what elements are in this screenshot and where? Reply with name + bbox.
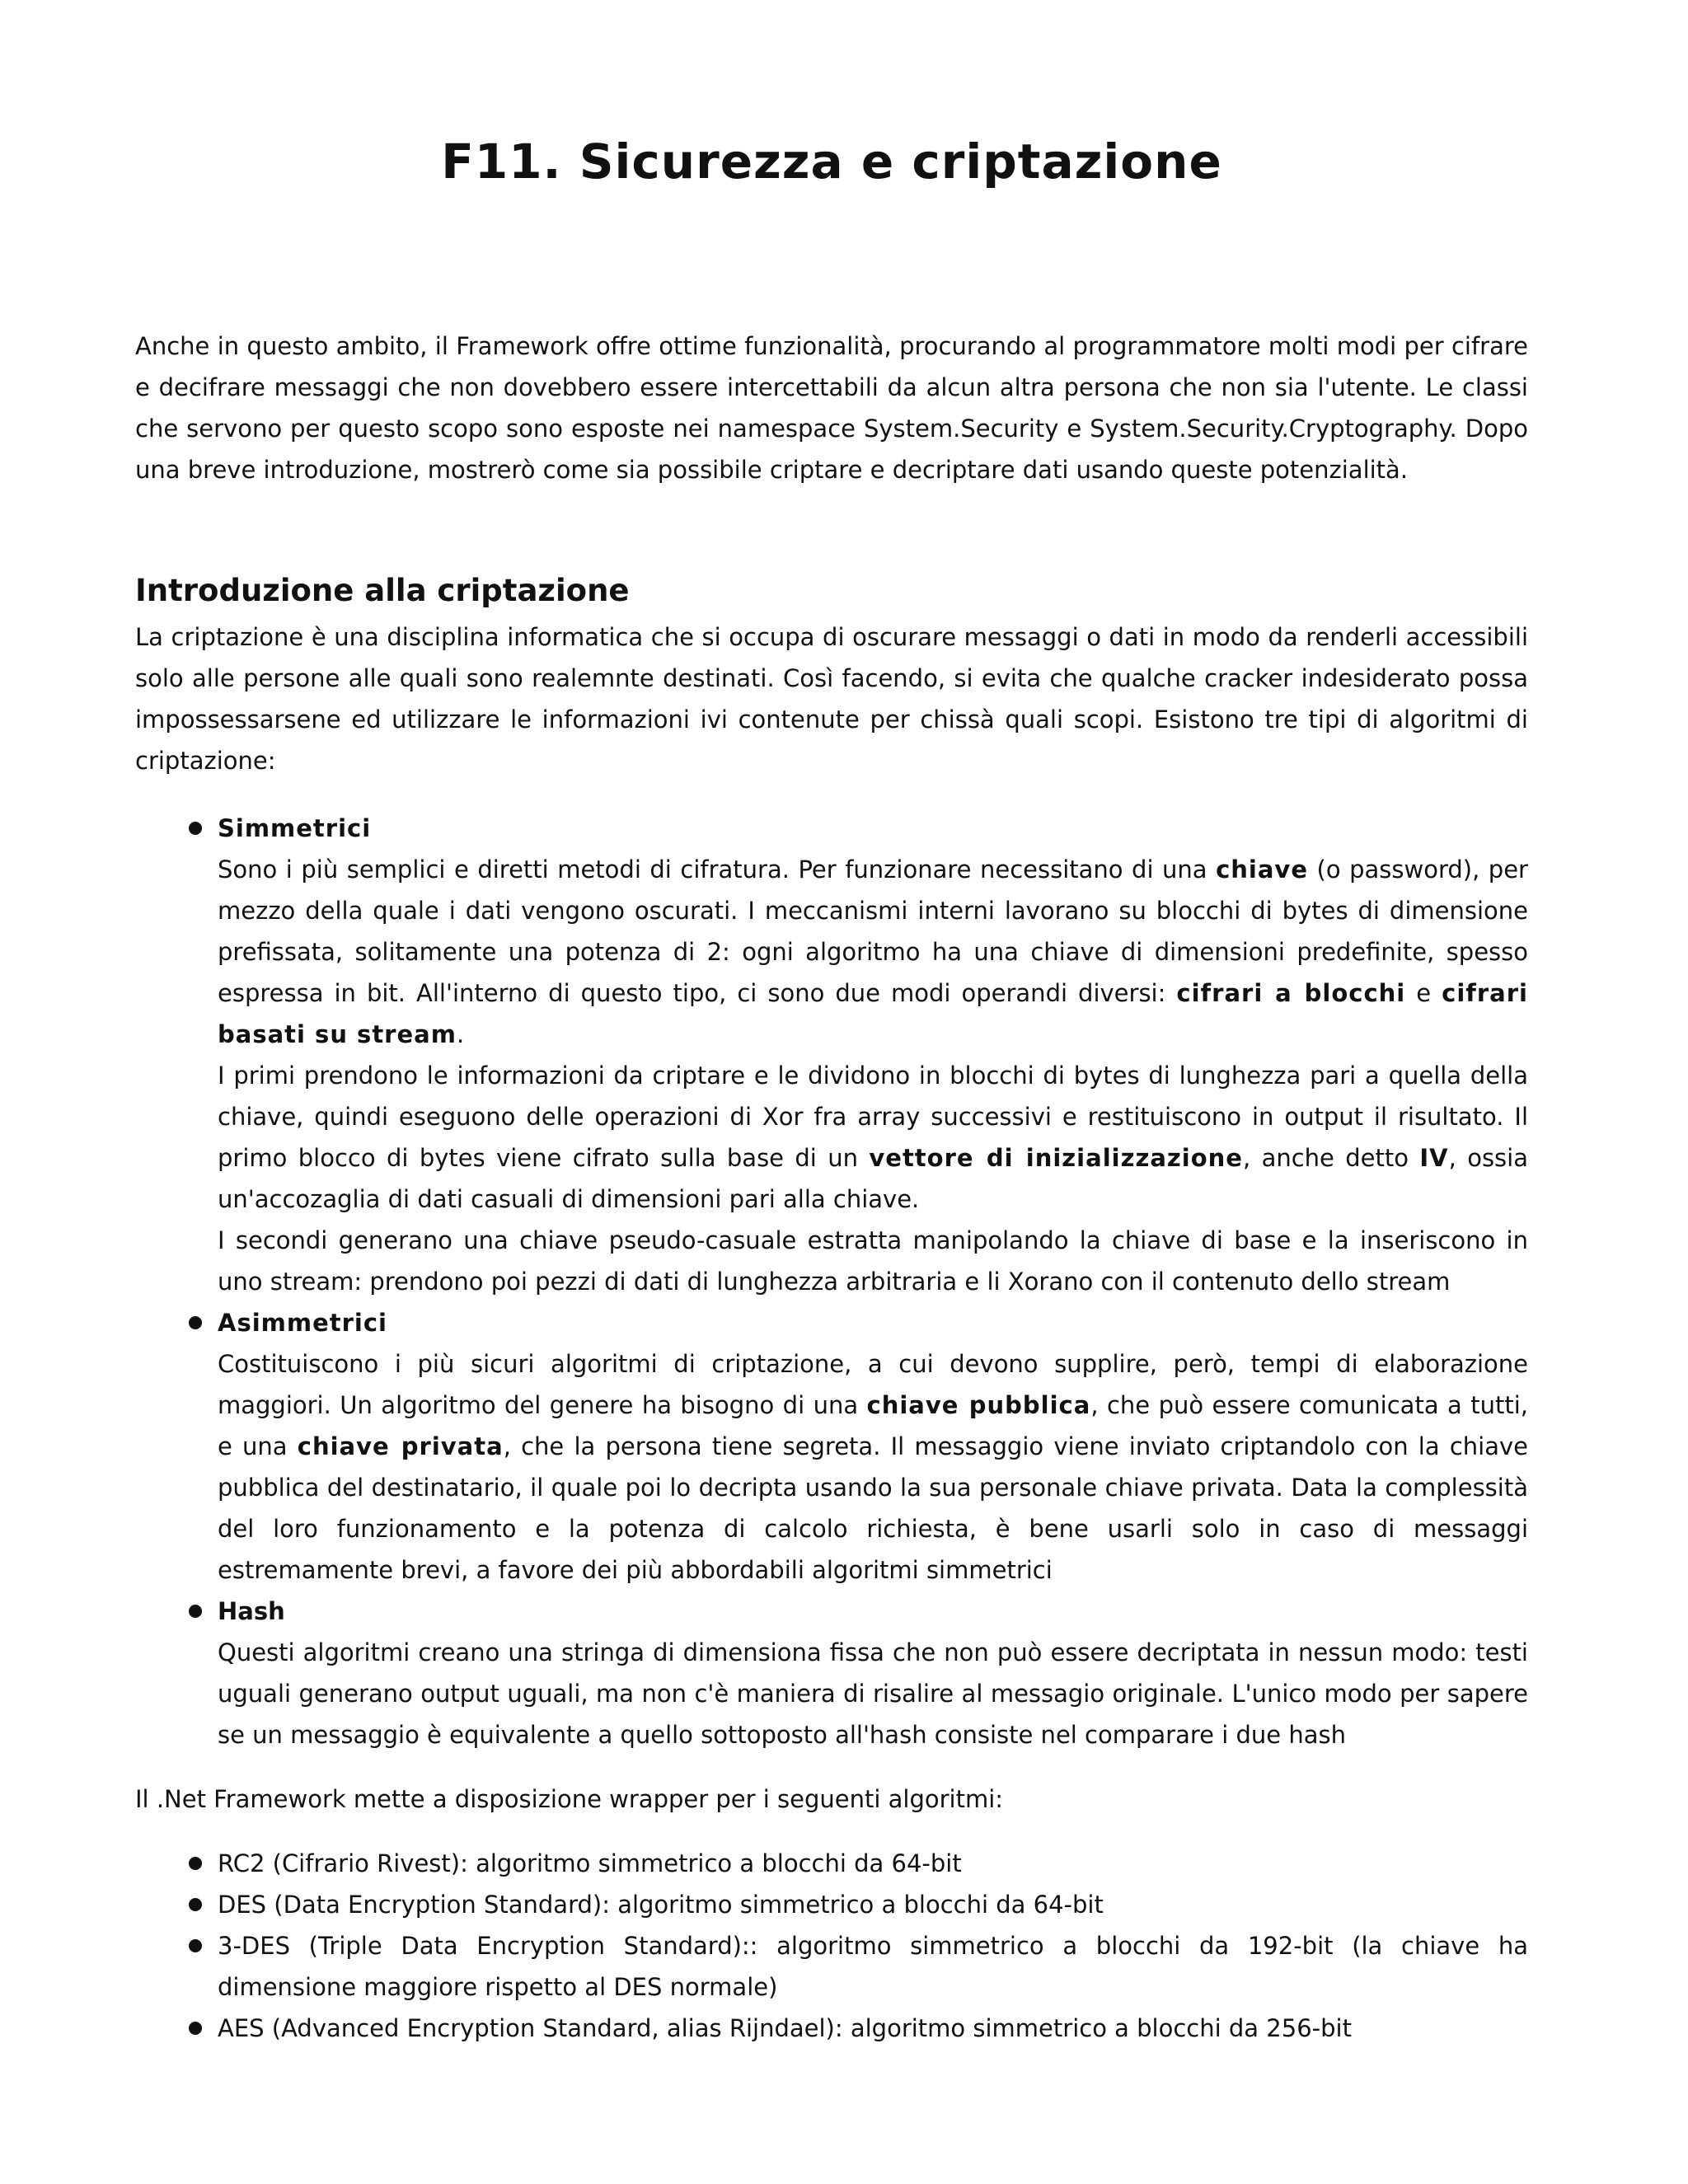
item-paragraph: I secondi generano una chiave pseudo-casuale estratta manipolando la chiave di base e la inseriscono in uno stream: prendono poi pezzi di dati di lunghezza arbitraria e li Xorano con il contenuto dello stream (218, 1226, 1528, 1296)
item-paragraph: Sono i più semplici e diretti metodi di cifratura. Per funzionare necessitano di una chiave (o password), per mezzo della quale i dati vengono oscurati. I meccanismi interni lavorano su blocchi di bytes di dimensione prefissata, solitamente una potenza di 2: ogni algoritmo ha una chiave di dimensioni predefinite, spesso espressa in bit. All'interno di questo tipo, ci sono due modi operandi diversi: cifrari a blocchi e cifrari basati su stream. (218, 855, 1528, 1048)
bullet-icon (189, 822, 202, 835)
bold-term: chiave (1216, 855, 1308, 883)
document-page (135, 0, 1528, 2184)
bold-term: vettore di inizializzazione (869, 1144, 1243, 1172)
item-title: Hash (218, 1597, 285, 1625)
list-item: RC2 (Cifrario Rivest): algoritmo simmetrico a blocchi da 64-bit (135, 1843, 1528, 1884)
item-body (218, 849, 1528, 1302)
bullet-icon (189, 2022, 202, 2035)
bullet-icon (189, 1939, 202, 1952)
bold-term: cifrari a blocchi (1176, 979, 1406, 1007)
bullet-icon (189, 1898, 202, 1911)
bold-term: chiave pubblica (866, 1391, 1091, 1419)
item-title: Asimmetrici (218, 1309, 387, 1337)
bullet-icon (189, 1316, 202, 1329)
item-title: Simmetrici (218, 814, 372, 842)
section-paragraph: La criptazione è una disciplina informatica che si occupa di oscurare messaggi o dati in modo da renderli accessibili solo alle persone alle quali sono realemnte destinati. Così facendo, si evita che qualche cracker indesiderato possa impossessarsene ed utilizzare le informazioni ivi contenute per chissà quali scopi. Esistono tre tipi di algoritmi di criptazione: (135, 623, 1528, 775)
bullet-icon (189, 1857, 202, 1870)
bullet-icon (189, 1605, 202, 1618)
list-item-hash (135, 1591, 1528, 1755)
list-item-asymmetric (135, 1302, 1528, 1591)
item-paragraph: Questi algoritmi creano una stringa di dimensiona fissa che non può essere decriptata in nessun modo: testi uguali generano output uguali, ma non c'è maniera di risalire al messagio originale. L'unico modo per sapere se un messaggio è equivalente a quello sottoposto all'hash consiste nel comparare i due hash (218, 1638, 1528, 1749)
item-body (218, 1343, 1528, 1591)
bold-term: cifrari basati su stream (218, 979, 1528, 1048)
list-item: AES (Advanced Encryption Standard, alias Rijndael): algoritmo simmetrico a blocchi da 256-bit (135, 2008, 1528, 2049)
page-title: F11. Sicurezza e criptazione (441, 134, 1222, 190)
item-paragraph: Costituiscono i più sicuri algoritmi di criptazione, a cui devono supplire, però, tempi di elaborazione maggiori. Un algoritmo del genere ha bisogno di una chiave pubblica, che può essere comunicata a tutti, e una chiave privata, che la persona tiene segreta. Il messaggio viene inviato criptandolo con la chiave pubblica del destinatario, il quale poi lo decripta usando la sua personale chiave privata. Data la complessità del loro funzionamento e la potenza di calcolo richiesta, è bene usarli solo in caso di messaggi estremamente brevi, a favore dei più abbordabili algoritmi simmetrici (218, 1350, 1528, 1584)
list-item-symmetric (135, 808, 1528, 1302)
list-item: DES (Data Encryption Standard): algoritmo simmetrico a blocchi da 64-bit (135, 1884, 1528, 1925)
item-paragraph: I primi prendono le informazioni da criptare e le dividono in blocchi di bytes di lunghezza pari a quella della chiave, quindi eseguono delle operazioni di Xor fra array successivi e restituiscono in output il risultato. Il primo blocco di bytes viene cifrato sulla base di un vettore di inizializzazione, anche detto IV, ossia un'accozaglia di dati casuali di dimensioni pari alla chiave. (218, 1062, 1528, 1213)
algorithms-intro: Il .Net Framework mette a disposizione wrapper per i seguenti algoritmi: (135, 1785, 1004, 1813)
bold-term: IV (1419, 1144, 1449, 1172)
algorithms-list (135, 1843, 1528, 2049)
section-heading: Introduzione alla criptazione (135, 573, 630, 608)
item-body (218, 1632, 1528, 1755)
algorithm-types-list (135, 808, 1528, 1755)
list-item: 3-DES (Triple Data Encryption Standard):: algoritmo simmetrico a blocchi da 192-bit (la chiave ha dimensione maggiore rispetto al DES normale) (135, 1925, 1528, 2008)
intro-paragraph: Anche in questo ambito, il Framework offre ottime funzionalità, procurando al programmatore molti modi per cifrare e decifrare messaggi che non dovebbero essere intercettabili da alcun altra persona che non sia l'utente. Le classi che servono per questo scopo sono esposte nei namespace System.Security e System.Security.Cryptography. Dopo una breve introduzione, mostrerò come sia possibile criptare e decriptare dati usando queste potenzialità. (135, 332, 1528, 484)
bold-term: chiave privata (297, 1432, 504, 1460)
